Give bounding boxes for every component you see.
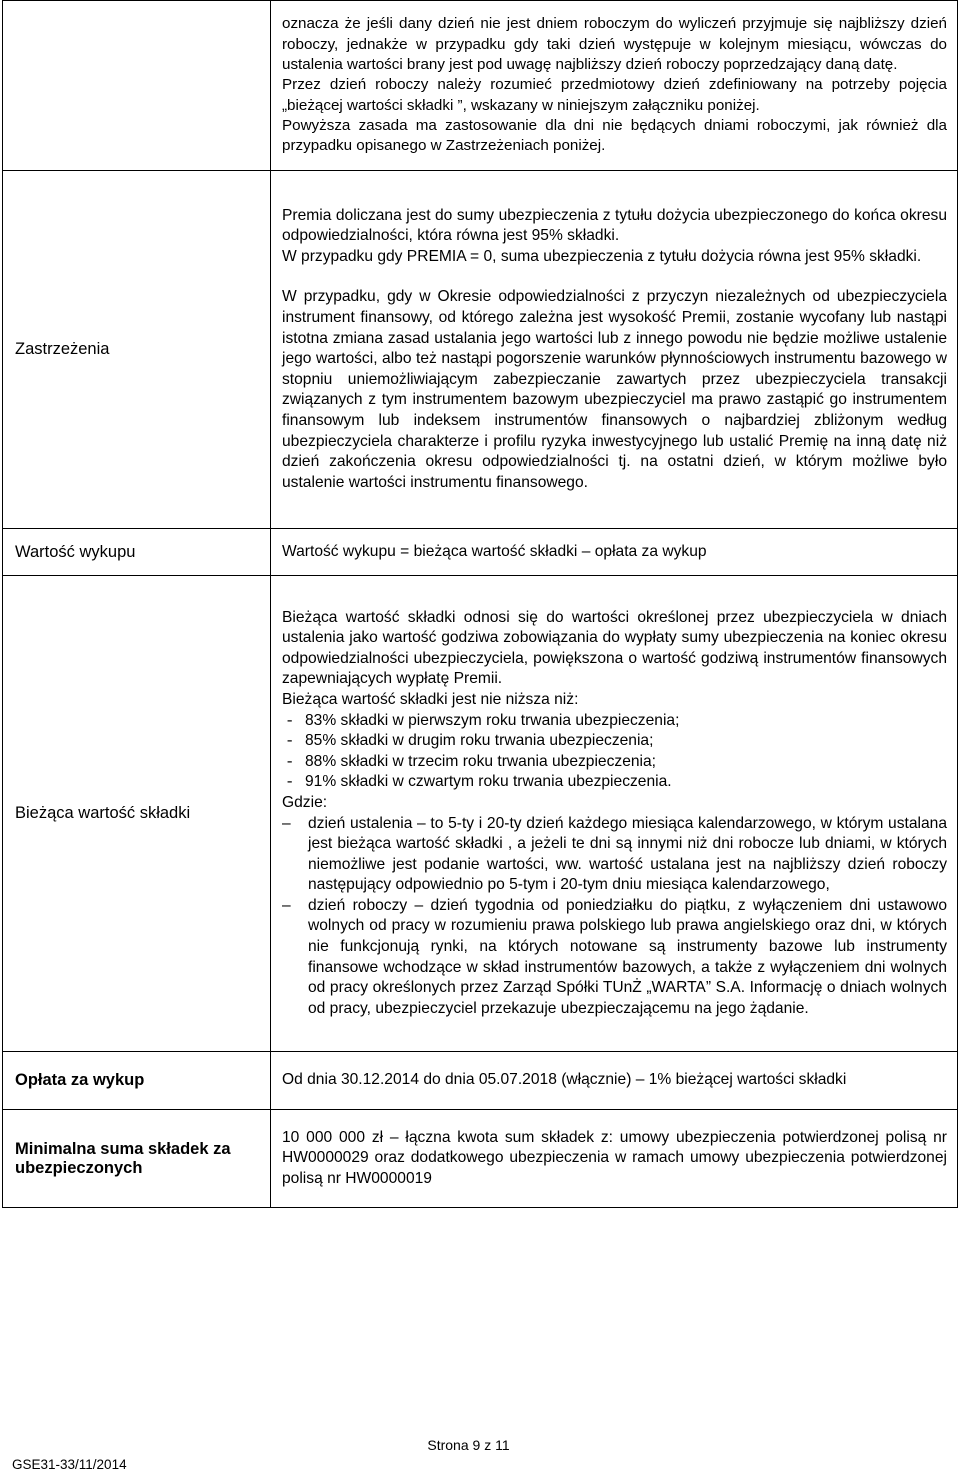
definition-item: – dzień ustalenia – to 5-ty i 20-ty dzień każdego miesiąca kalendarzowego, w którym ustalana jest bieżąca wartość składki , a jeżeli te dni są innymi niż dni robocze lub dniami, w których niemożliwe jest podanie wartości, ww. wartość ustalana jest na najbliższy dzień roboczy następujący odpowiednio po 5-tym i 20-tym dniu miesiąca kalendarzowego, [282,814,947,896]
biezaca-wartosc-paragraph-1: Bieżąca wartość składki odnosi się do wartości określonej przez ubezpieczyciela w dniach ustalenia jako wartość godziwa zobowiązania do wypłaty sumy ubezpieczenia na koniec okresu odpowiedzialności ubezpieczyciela, powiększona o wartość godziwą instrumentów finansowych zapewniających wypłatę Premii. [282,608,947,688]
content-cell-zastrzezenia [271,171,958,529]
row-intro [3,1,958,171]
document-code: GSE31-33/11/2014 [12,1457,127,1472]
content-wartosc-wykupu [271,529,958,576]
row-oplata-za-wykup [3,1052,958,1110]
terms-table [2,0,958,1208]
list-item: - 85% składki w drugim roku trwania ubezpieczenia; [282,731,947,752]
content-oplata-za-wykup [271,1052,958,1110]
minimum-percent-list [282,711,947,793]
premia-paragraph-1: Premia doliczana jest do sumy ubezpieczenia z tytułu dożycia ubezpieczonego do końca okresu odpowiedzialności, która równa jest 95% składki. [282,206,947,245]
intro-paragraph-3: Powyższa zasada ma zastosowanie dla dni nie będących dniami roboczymi, jak również dla przypadku opisanego w Zastrzeżeniach poniżej. [282,116,947,155]
label-oplata-za-wykup: Opłata za wykup [3,1052,271,1110]
gdzie-label: Gdzie: [282,793,328,811]
wartosc-wykupu-formula: Wartość wykupu = bieżąca wartość składki – opłata za wykup [282,542,707,560]
row-biezaca-wartosc [3,576,958,1052]
zastrzezenia-text: W przypadku, gdy w Okresie odpowiedzialności z przyczyn niezależnych od ubezpieczyciela instrument finansowy, od którego zależna jest wysokość Premii, zostanie wycofany lub nastąpi istotna zmiana zasad ustalania jego wartości lub z innego powodu nie będzie możliwe ustalenie jego wartości, albo też nastąpi pogorszenie warunków płynnościowych instrumentu bazowego w stopniu uniemożliwiającym zabezpieczanie zawartych przez ubezpieczyciela transakcji związanych z tym instrumentem bazowym ubezpieczyciel ma prawo zastąpić go instrumentem finansowym lub indeksem instrumentów finansowych o najbardziej zbliżonym według ubezpieczyciela charakterze i profilu ryzyka inwestycyjnego lub ustalić Premię na inną datę niż dzień zakończenia okresu odpowiedzialności tj. na ostatni dzień, w którym możliwe było ustalenie wartości instrumentu finansowego. [282,288,947,491]
definition-item: – dzień roboczy – dzień tygodnia od poniedziałku do piątku, z wyłączeniem dni ustawowo wolnych od pracy w rozumieniu prawa polskiego lub prawa angielskiego oraz dni, w których nie funkcjonują rynki, na których notowane są instrumenty bazowe lub instrumenty finansowe wchodzące w skład instrumentów bazowych, a także z wyłączeniem dni wolnych od pracy określonych przez Zarząd Spółki TUnŻ „WARTA” S.A. Informację o dniach wolnych od pracy, ubezpieczyciel przekazuje ubezpieczającemu na jego żądanie. [282,896,947,1020]
label-minimalna-suma: Minimalna suma składek za ubezpieczonych [3,1110,271,1208]
list-item: - 88% składki w trzecim roku trwania ubezpieczenia; [282,752,947,773]
premia-paragraph-2: W przypadku gdy PREMIA = 0, suma ubezpieczenia z tytułu dożycia równa jest 95% składki. [282,247,922,265]
list-item: - 91% składki w czwartym roku trwania ubezpieczenia. [282,772,947,793]
minimalna-suma-text: 10 000 000 zł – łączna kwota sum składek z: umowy ubezpieczenia potwierdzonej polisą nr HW0000029 oraz dodatkowego ubezpieczenia w ramach umowy ubezpieczenia potwierdzonej polisą nr HW0000019 [282,1128,947,1187]
content-cell-intro [271,1,958,171]
definitions-list [282,814,947,1020]
row-minimalna-suma [3,1110,958,1208]
biezaca-wartosc-paragraph-2: Bieżąca wartość składki jest nie niższa niż: [282,690,579,708]
page-number: Strona 9 z 11 [427,1437,510,1453]
intro-paragraph-1: oznacza że jeśli dany dzień nie jest dniem roboczym do wyliczeń przyjmuje się najbliższy dzień roboczy, jednakże w przypadku gdy taki dzień występuje w kolejnym miesiącu, wówczas do ustalenia wartości brany jest pod uwagę najbliższy dzień roboczy poprzedzający daną datę. [282,15,947,74]
oplata-za-wykup-text: Od dnia 30.12.2014 do dnia 05.07.2018 (włącznie) – 1% bieżącej wartości składki [282,1071,847,1089]
row-wartosc-wykupu [3,529,958,576]
list-item: - 83% składki w pierwszym roku trwania ubezpieczenia; [282,711,947,732]
label-cell-empty [3,1,271,171]
label-zastrzezenia: Zastrzeżenia [3,171,271,529]
label-biezaca-wartosc: Bieżąca wartość składki [3,576,271,1052]
row-zastrzezenia [3,171,958,529]
content-minimalna-suma [271,1110,958,1208]
content-biezaca-wartosc [271,576,958,1052]
intro-paragraph-2: Przez dzień roboczy należy rozumieć przedmiotowy dzień zdefiniowany na potrzeby pojęcia „bieżącej wartości składki ”, wskazany w niniejszym załączniku poniżej. [282,76,947,114]
label-wartosc-wykupu: Wartość wykupu [3,529,271,576]
